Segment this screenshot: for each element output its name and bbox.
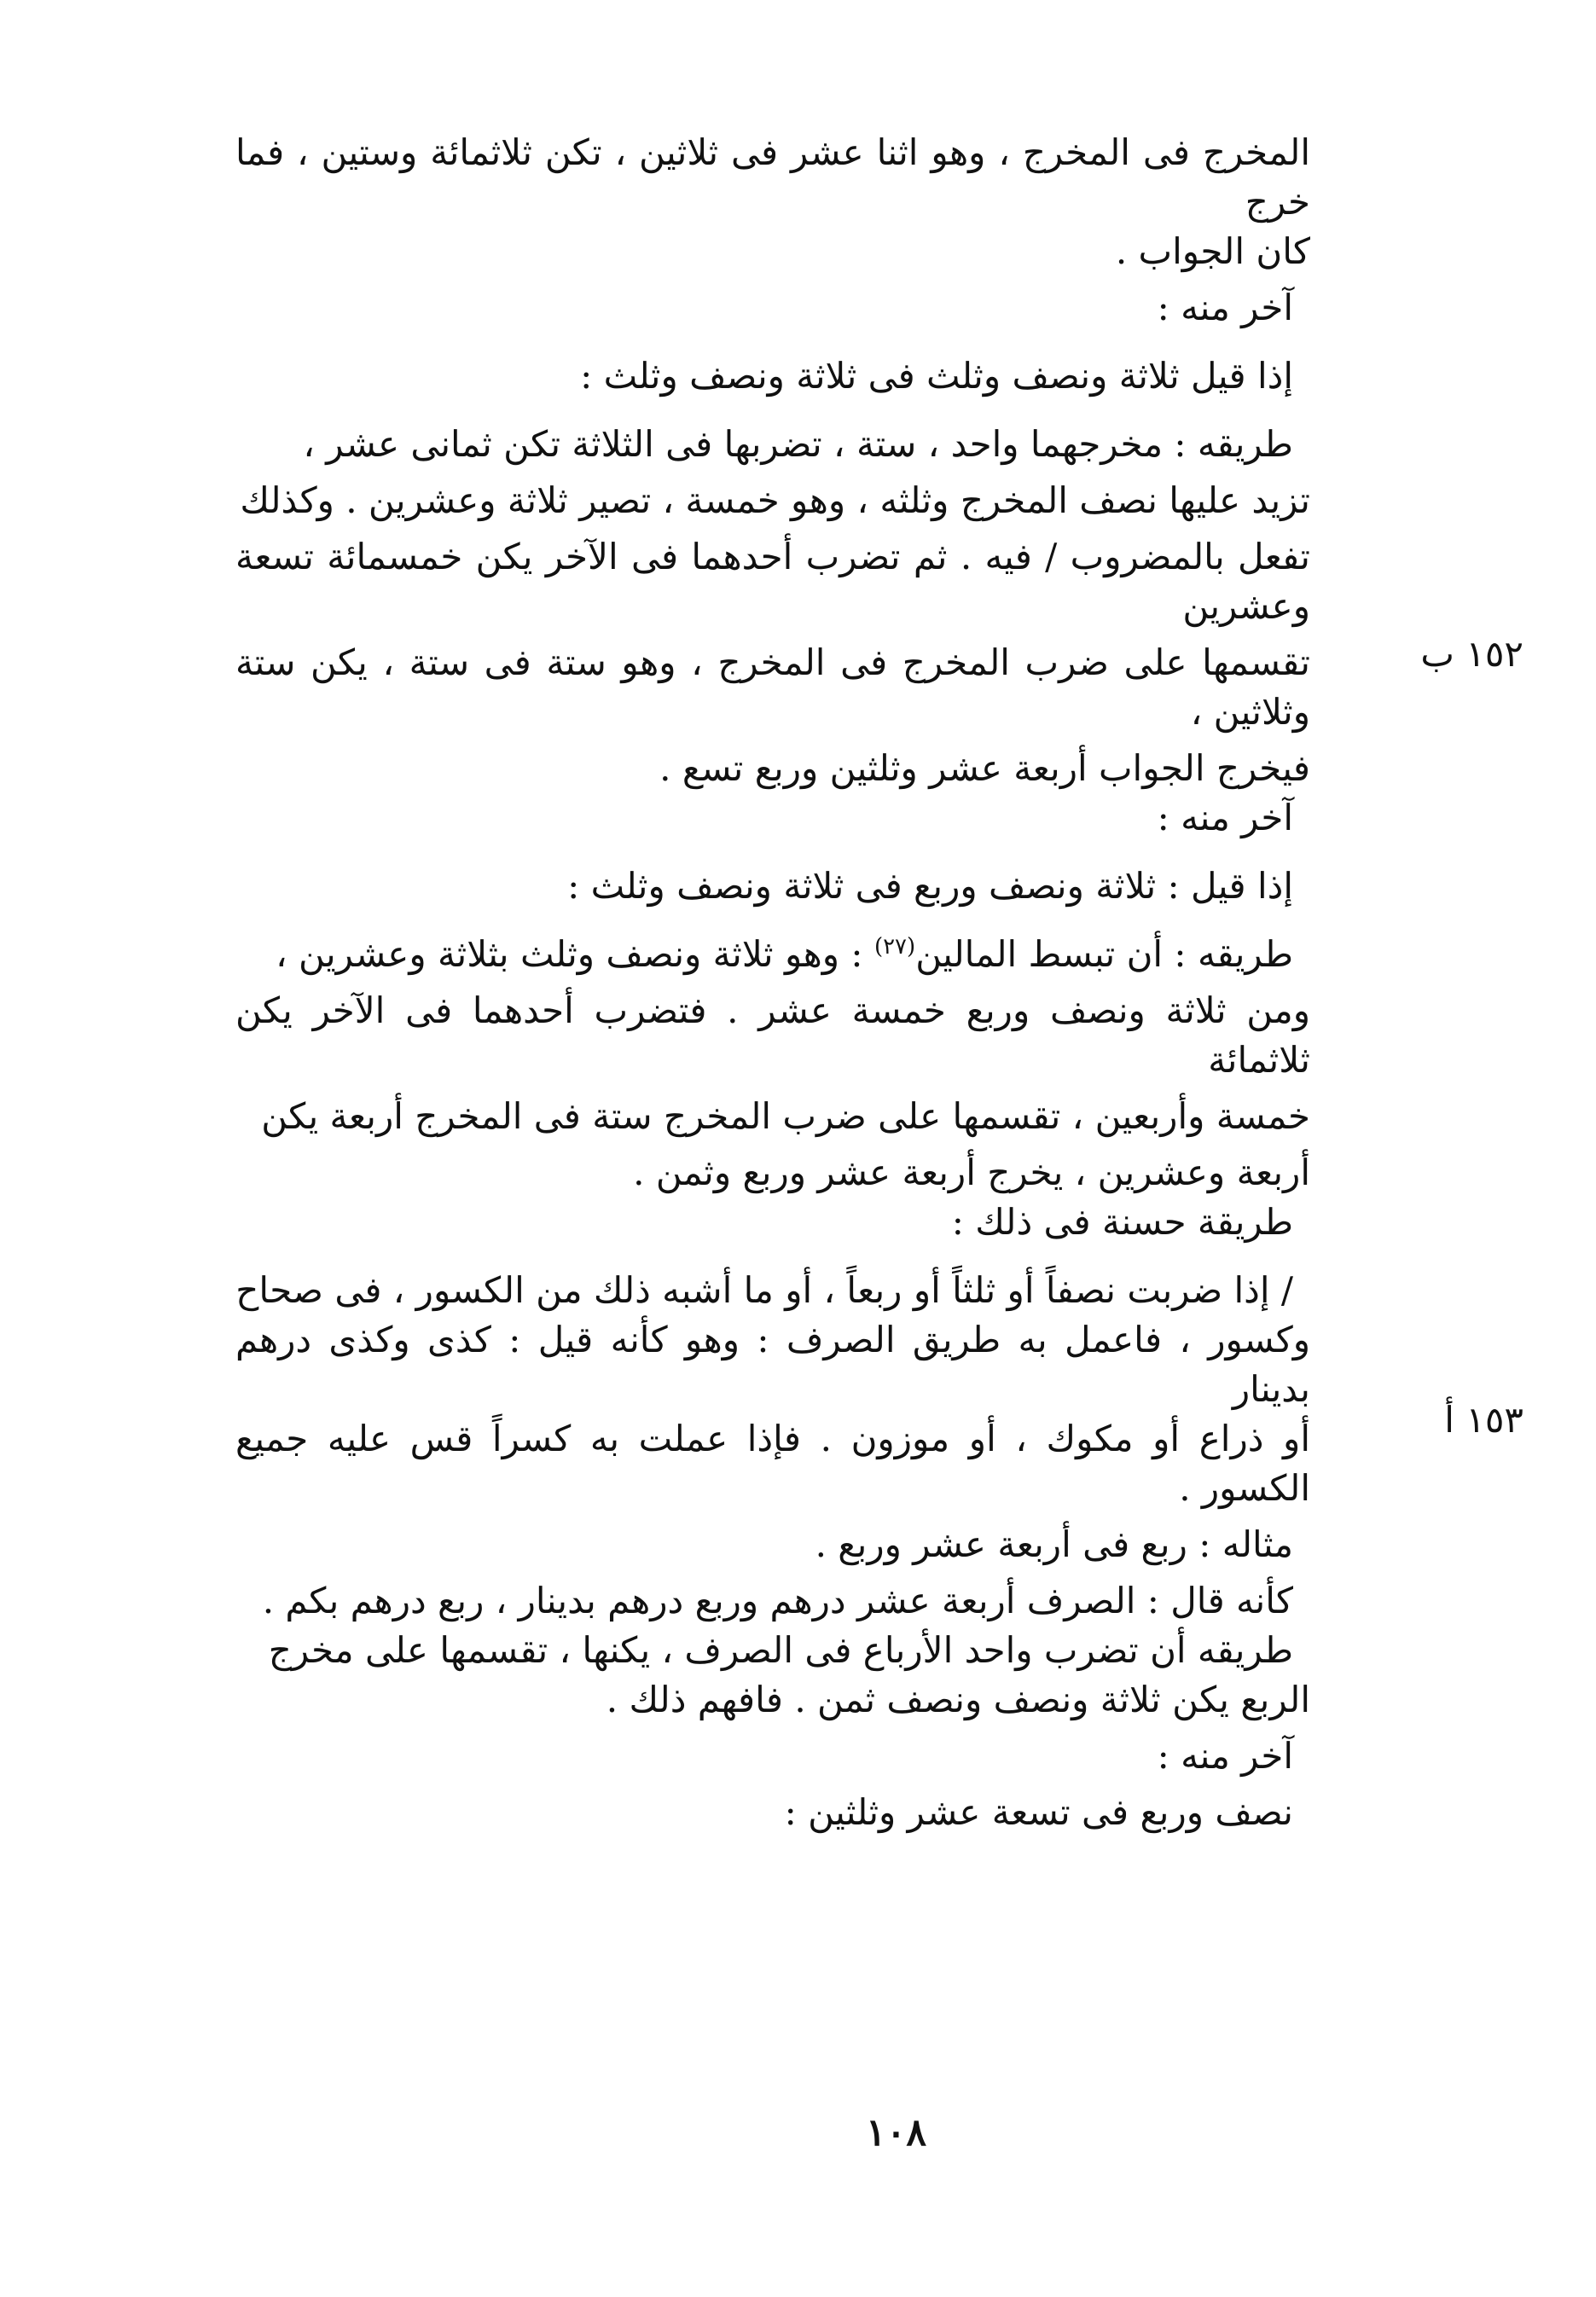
margin-folio-153a: ١٥٣ أ: [1444, 1399, 1523, 1441]
text-span: طريقه : أن تبسط المالين: [915, 933, 1293, 975]
footnote-reference: (٢٧): [873, 934, 916, 960]
text-line: وكسور ، فاعمل به طريق الصرف : وهو كأنه قيل : كذى وكذى درهم بدينار: [235, 1319, 1310, 1410]
page-number: ١٠٨: [866, 2111, 926, 2155]
text-line: أربعة وعشرين ، يخرج أربعة عشر وربع وثمن .: [633, 1151, 1310, 1193]
text-line: المخرج فى المخرج ، وهو اثنا عشر فى ثلاثين ، تكن ثلاثمائة وستين ، فما خرج: [235, 131, 1310, 223]
text-line: طريقه : مخرجهما واحد ، ستة ، تضربها فى الثلاثة تكن ثمانى عشر ،: [303, 423, 1293, 465]
text-line: تفعل بالمضروب / فيه . ثم تضرب أحدهما فى الآخر يكن خمسمائة تسعة وعشرين: [235, 536, 1310, 627]
text-line: / إذا ضربت نصفاً أو ثلثاً أو ربعاً ، أو ما أشبه ذلك من الكسور ، فى صحاح: [235, 1269, 1293, 1311]
text-line: فيخرج الجواب أربعة عشر وثلثين وربع تسع .: [659, 747, 1310, 789]
margin-folio-152b: ١٥٢ ب: [1420, 633, 1523, 675]
text-line: الربع يكن ثلاثة ونصف ونصف ثمن . فافهم ذلك .: [606, 1679, 1310, 1720]
text-line: ومن ثلاثة ونصف وربع خمسة عشر . فتضرب أحدهما فى الآخر يكن ثلاثمائة: [235, 989, 1310, 1081]
text-line: [235, 930, 1310, 979]
text-line: طريقه أن تضرب واحد الأرباع فى الصرف ، يكنها ، تقسمها على مخرج: [268, 1629, 1293, 1671]
question-line: نصف وربع فى تسعة عشر وثلثين :: [784, 1791, 1293, 1833]
question-line: إذا قيل : ثلاثة ونصف وربع فى ثلاثة ونصف وثلث :: [567, 865, 1293, 907]
text-line: كان الجواب .: [1115, 230, 1310, 272]
text-line: أو ذراع أو مكوك ، أو موزون . فإذا عملت به كسراً قس عليه جميع الكسور .: [235, 1418, 1310, 1509]
text-line: خمسة وأربعين ، تقسمها على ضرب المخرج ستة فى المخرج أربعة يكن: [261, 1095, 1310, 1137]
section-heading: آخر منه :: [1157, 797, 1293, 838]
section-heading: آخر منه :: [1157, 1735, 1293, 1777]
question-line: إذا قيل ثلاثة ونصف وثلث فى ثلاثة ونصف وثلث :: [580, 355, 1293, 397]
text-span: : وهو ثلاثة ونصف وثلث بثلاثة وعشرين ،: [276, 933, 874, 975]
section-heading: آخر منه :: [1157, 287, 1293, 328]
main-text: [235, 128, 1310, 1837]
text-line: تقسمها على ضرب المخرج فى المخرج ، وهو ستة فى ستة ، يكن ستة وثلاثين ،: [235, 641, 1310, 733]
text-line: مثاله : ربع فى أربعة عشر وربع .: [815, 1523, 1293, 1565]
text-line: كأنه قال : الصرف أربعة عشر درهم وربع درهم بدينار ، ربع درهم بكم .: [262, 1580, 1293, 1621]
section-heading: طريقة حسنة فى ذلك :: [951, 1201, 1293, 1243]
text-line: تزيد عليها نصف المخرج وثلثه ، وهو خمسة ، تصير ثلاثة وعشرين . وكذلك: [240, 479, 1310, 521]
